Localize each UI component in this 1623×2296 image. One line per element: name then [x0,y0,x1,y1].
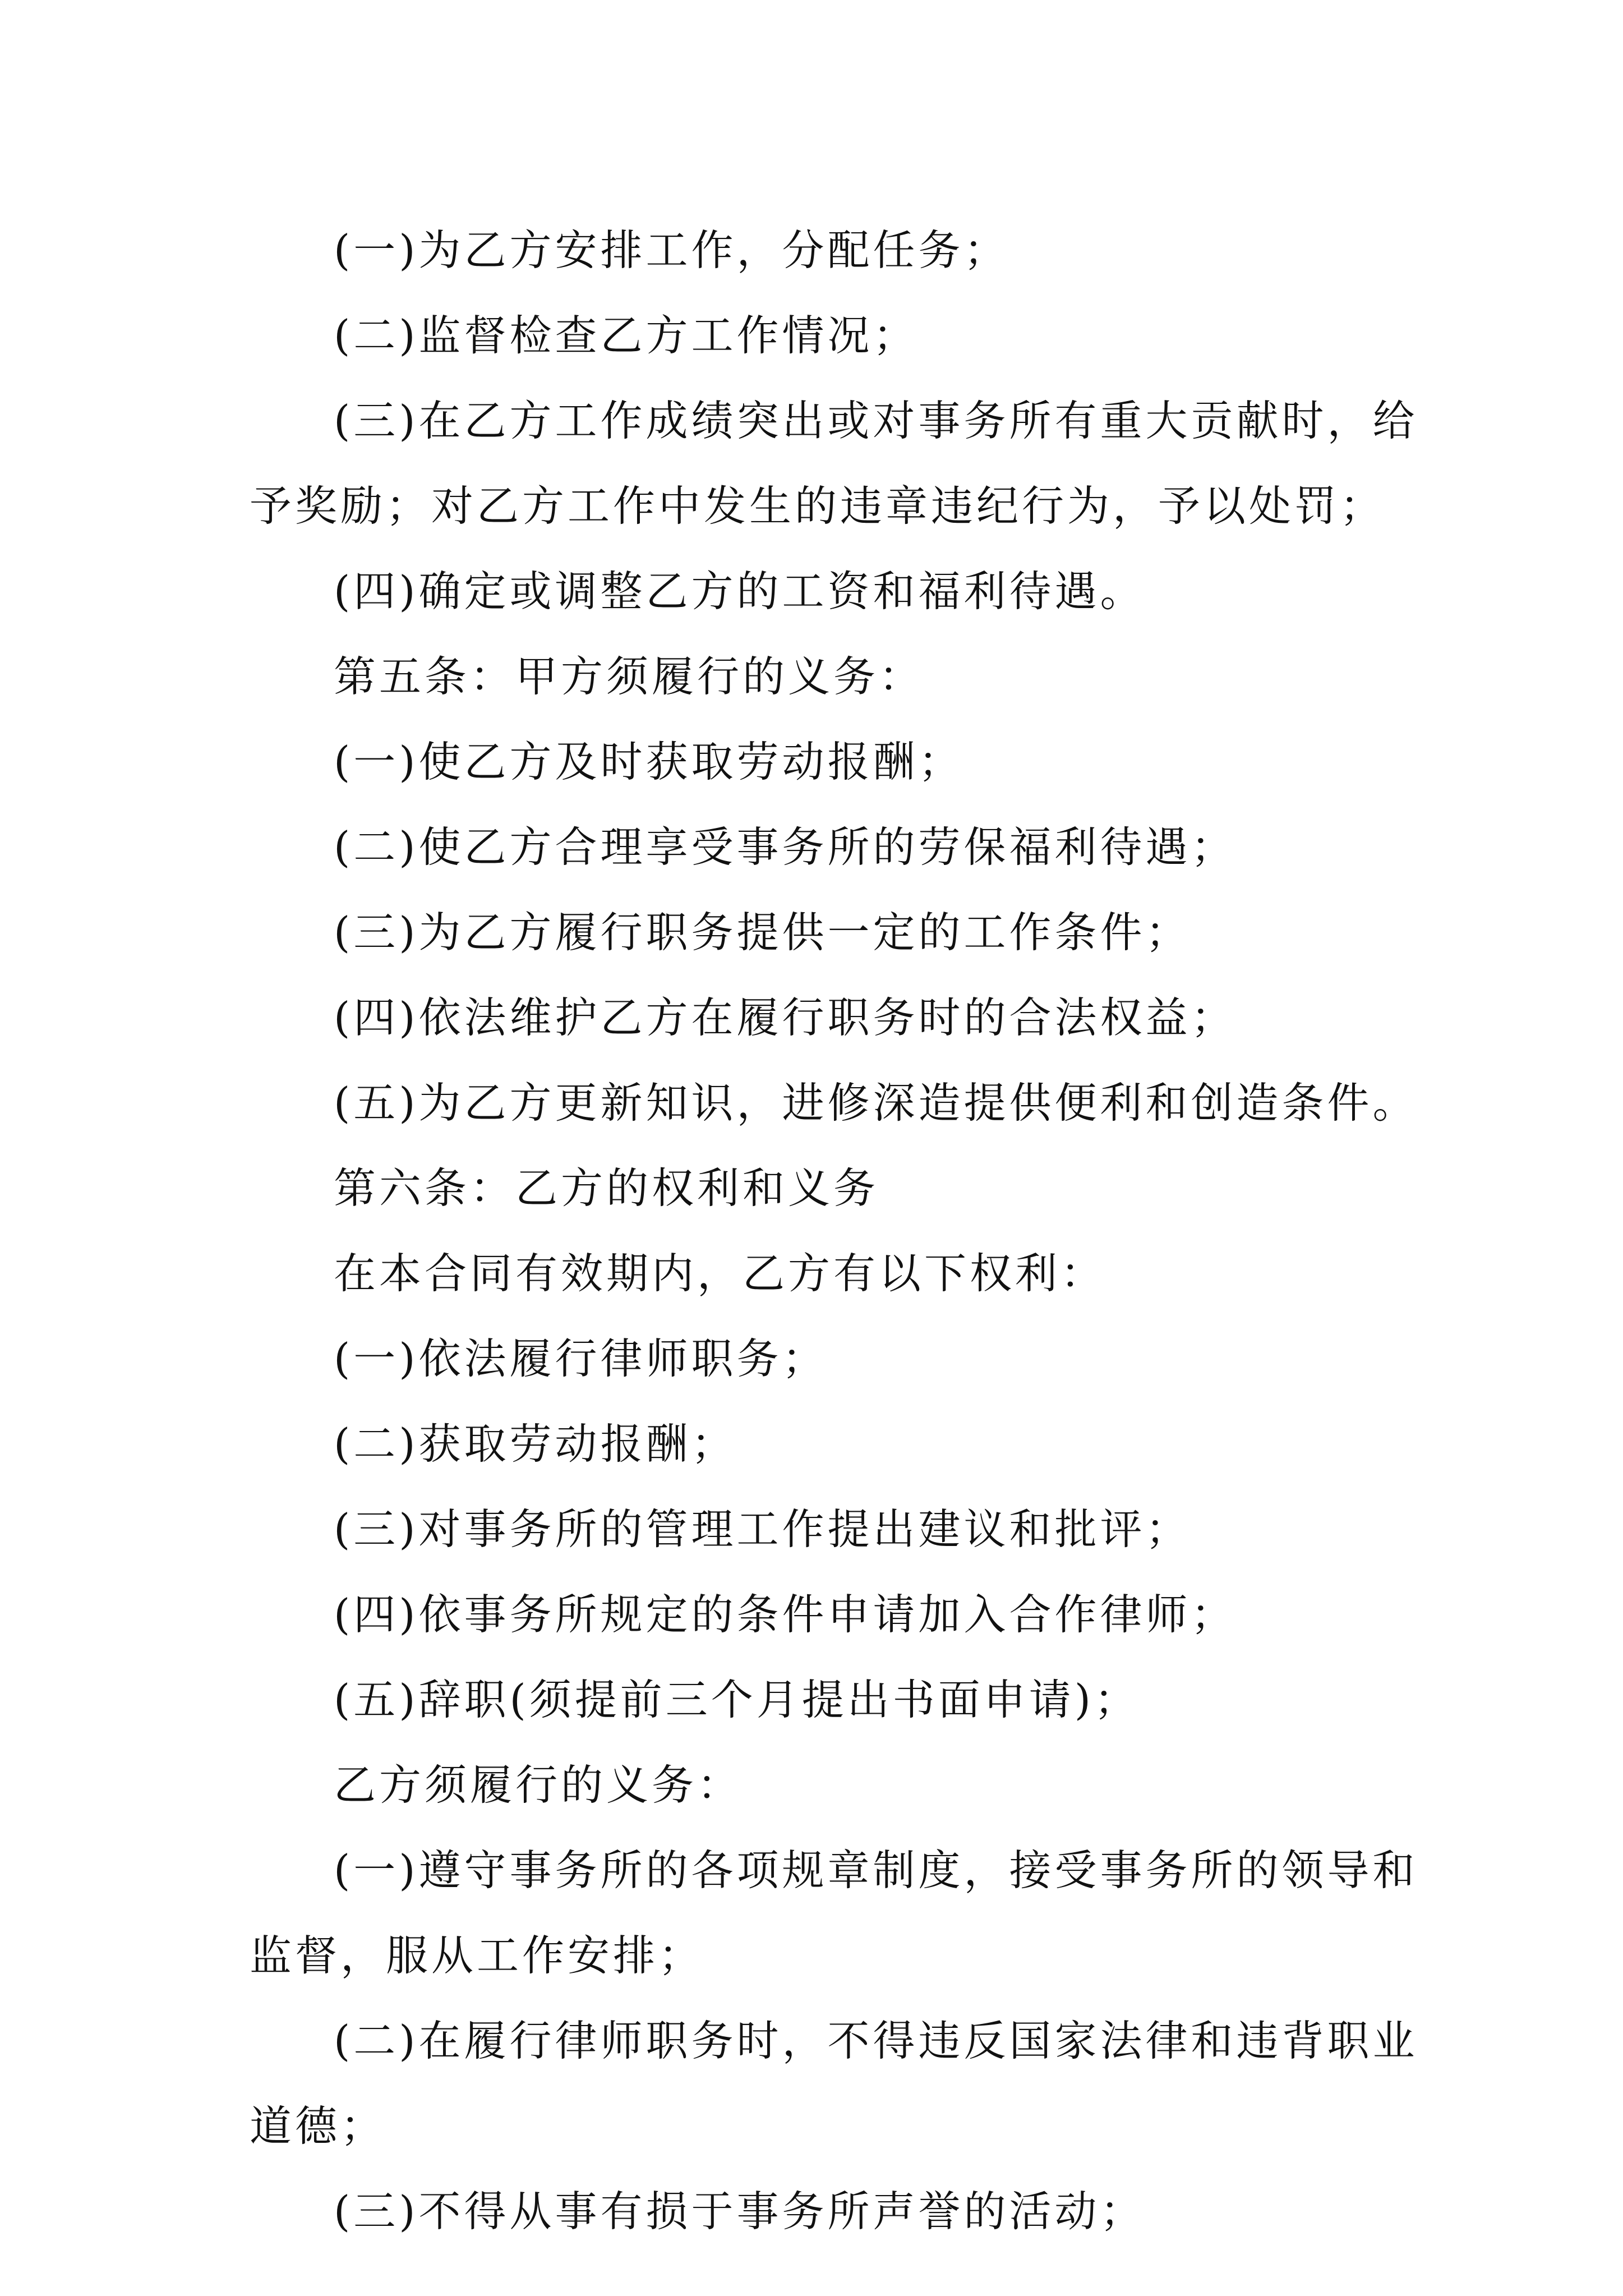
text-line: (一)为乙方安排工作，分配任务； [334,226,1009,275]
paragraph-continuation [250,2083,1377,2169]
text-line: (一)使乙方及时获取劳动报酬； [334,737,964,786]
paragraph-continuation [250,1913,1377,1998]
paragraph [250,549,1377,634]
section-heading [250,1145,1377,1231]
paragraph [250,208,1377,293]
text-line: (一)遵守事务所的各项规章制度，接受事务所的领导和 [334,1846,1418,1895]
paragraph [250,1316,1377,1401]
paragraph [250,975,1377,1060]
document-body [250,208,1418,2254]
section-heading [250,1742,1377,1828]
paragraph [250,890,1377,975]
text-line: (二)在履行律师职务时，不得违反国家法律和违背职业 [334,2016,1418,2065]
text-line: (二)使乙方合理享受事务所的劳保福利待遇； [334,822,1237,872]
text-line: (三)为乙方履行职务提供一定的工作条件； [334,908,1191,957]
text-line: (二)获取劳动报酬； [334,1419,737,1469]
paragraph [250,1401,1377,1487]
text-line: 予奖励；对乙方工作中发生的违章违纪行为，予以处罚； [250,481,1386,531]
paragraph [250,1060,1418,1145]
paragraph [250,378,1418,463]
text-line: (三)不得从事有损于事务所声誉的活动； [334,2187,1146,2236]
paragraph [250,804,1377,890]
section-heading [250,634,1377,719]
text-line: 监督，服从工作安排； [250,1931,704,1980]
paragraph [250,1572,1377,1657]
text-line: (五)辞职(须提前三个月提出书面申请)； [334,1675,1140,1724]
text-line: (四)确定或调整乙方的工资和福利待遇。 [334,567,1146,616]
paragraph-continuation [250,463,1386,549]
paragraph [250,1828,1418,1913]
text-line: 乙方须履行的义务： [334,1760,743,1810]
text-line: (四)依法维护乙方在履行职务时的合法权益； [334,993,1237,1042]
text-line: 第五条：甲方须履行的义务： [334,652,925,701]
paragraph [250,1657,1377,1742]
paragraph [250,1487,1377,1572]
paragraph [250,1998,1418,2083]
text-line: 道德； [250,2101,386,2151]
paragraph [250,1231,1377,1316]
text-line: (二)监督检查乙方工作情况； [334,311,919,360]
paragraph [250,293,1377,378]
text-line: 第六条：乙方的权利和义务 [334,1163,879,1213]
text-line: (三)对事务所的管理工作提出建议和批评； [334,1504,1191,1554]
paragraph [250,719,1377,804]
text-line: (三)在乙方工作成绩突出或对事务所有重大贡献时，给 [334,396,1418,445]
text-line: (五)为乙方更新知识，进修深造提供便利和创造条件。 [334,1078,1418,1128]
text-line: 在本合同有效期内，乙方有以下权利： [334,1249,1106,1298]
paragraph [250,2169,1377,2254]
text-line: (四)依事务所规定的条件申请加入合作律师； [334,1590,1237,1639]
text-line: (一)依法履行律师职务； [334,1334,828,1383]
